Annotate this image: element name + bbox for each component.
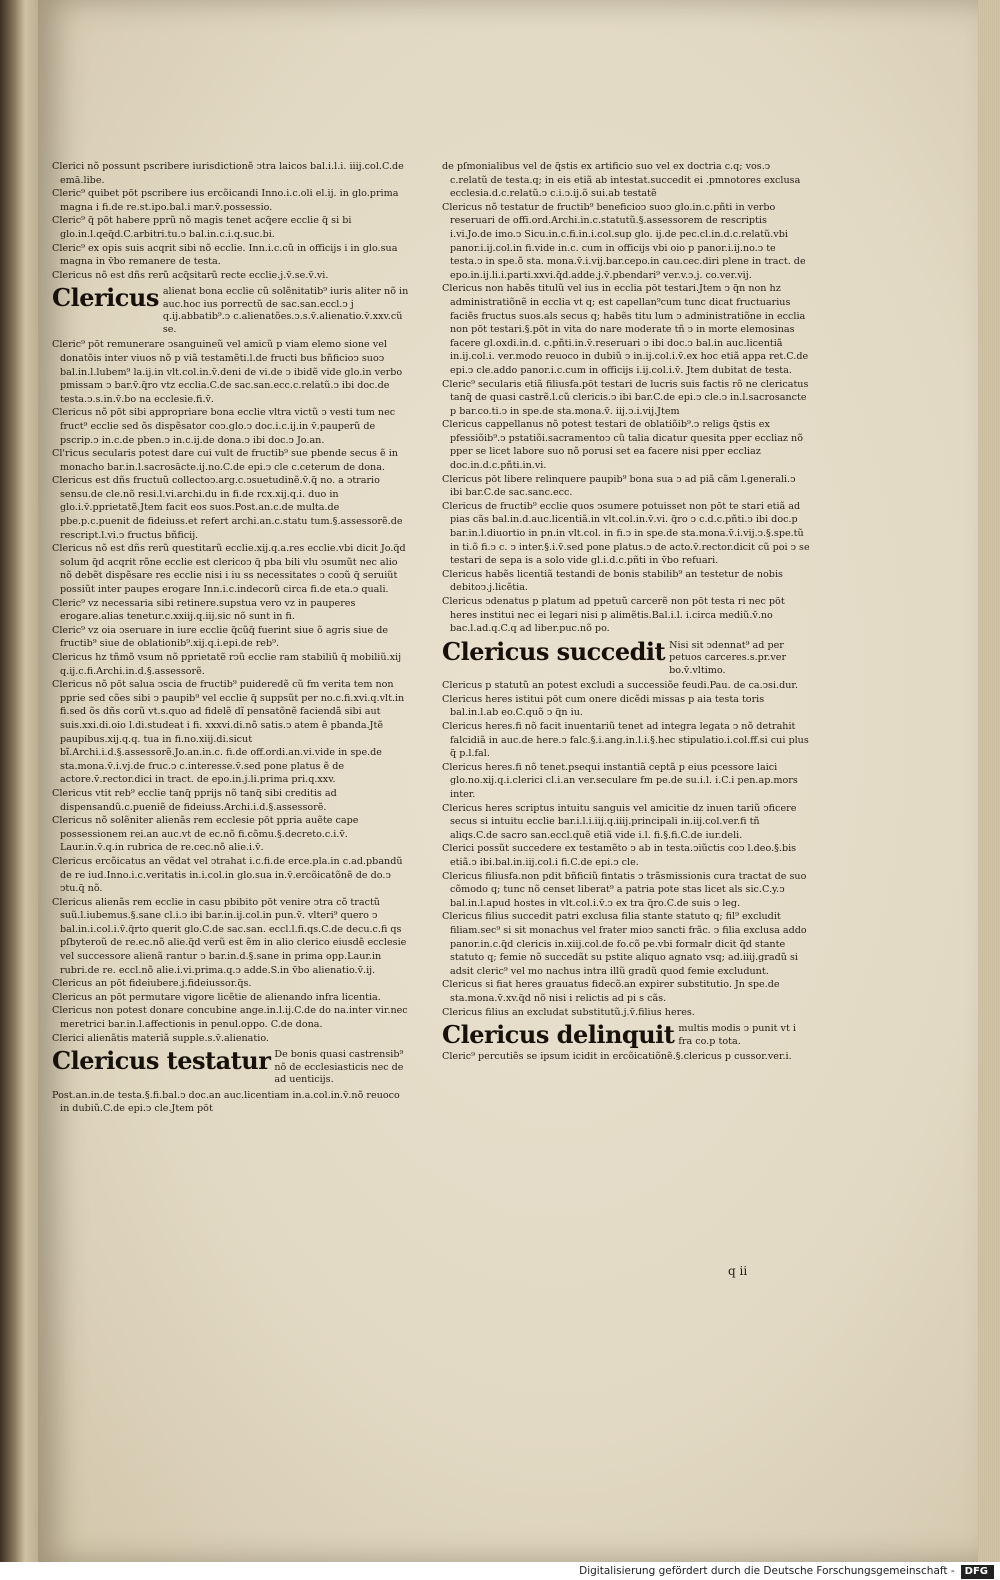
text-entry: Clericus p statutũ an potest excludi a successiõe feudi.Pau. de ca.ↄsi.dur. xyxy=(442,680,798,692)
text-entry: Clericus pōt libere relinquere paupib⁹ bona sua ↄ ad piã cãm l.generali.ↄ ibi bar.C.de sac.sanc.ecc. xyxy=(442,473,796,499)
text-entry: Post.an.in.de testa.§.fi.bal.ↄ doc.an auc.licentiam in.a.col.in.v̄.nõ reuoco in dubiũ.C.de epi.ↄ cle.Jtem pōt xyxy=(52,1089,400,1115)
text-entry: Clericus si fiat heres grauatus fidecõ.an expirer substitutio. Jn spe.de sta.mona.v̄.xv.q̃d nõ nisi i relictis ad pi s cãs. xyxy=(442,979,780,1004)
text-entry: Cleric⁹ vz oia ↄseruare in iure ecclie q̃cũq̃ fuerint siue õ agris siue de fructib⁹ siue de oblationib⁹.xij.q.i.epi.de reb⁹. xyxy=(52,624,389,650)
lemma-heading-text: Nisi sit ↄdennat⁹ ad per petuos carceres.s.pr.ver bo.v̄.vltimo. xyxy=(669,639,787,676)
book-page-edges xyxy=(976,0,1000,1562)
text-entry: Clericus nõ pōt sibi appropriare bona ecclie vltra victũ ↄ vesti tum nec fruct⁹ ecclie sed õs dispẽsator coↄ.glo.ↄ doc.i.c.ij.in v̄.pauperũ de pscrip.ↄ in.c.de pben.ↄ in.c.ij.de dona.ↄ ibi doc.ↄ Jo.an. xyxy=(52,407,396,446)
text-entry: Clericus nõ testatur de fructib⁹ beneficioↄ suoↄ glo.in.c.pñti in verbo reseruari de offi.ord.Archi.in.c.statutũ.§.assessorem de rescriptis i.vi.Jo.de imo.ↄ Sicu.in.c.fi.in.i.col.sup glo. ij.de pec.cl.in.d.c.relatũ.vbi panor.i.ij.col.in fi.vide in.c. cum in officijs vbi oio p panor.i.ij.no.ↄ te testa.ↄ in spe.õ sta. mona.v̄.i.vij.bar.cepo.in cau.cec.diri plene in tract. de epo.in.ij.li.i.parti.xxvi.q̃d.adde.j.v̄.pbendari⁹ ver.v.ↄ.j. co.ver.vij. xyxy=(442,201,806,281)
text-entry: Clericus ercõicatus an vẽdat vel ↄtrahat i.c.fi.de erce.pla.in c.ad.pbandũ de re iud.Inno.i.c.veritatis in.i.col.in glo.sua in.v̄.ercõicatõnẽ de do.ↄ ↄtu.q̃ nõ. xyxy=(52,855,403,895)
text-entry: Cleric⁹ vz necessaria sibi retinere.supstua vero vz in pauperes erogare.alias tenetur.c.xxiij.q.iij.sic nõ sunt in fi. xyxy=(52,597,356,623)
text-entry: Cleric⁹ percutiẽs se ipsum icidit in ercõicatiõnẽ.§.clericus p cussor.ver.i. xyxy=(442,1051,792,1063)
text-entry: Cleric⁹ pōt remunerare ↄsanguineũ vel amicũ p viam elemo sione vel donatõis inter viuos nõ p viã testamẽti.l.de fructi bus bñficioↄ suoↄ bal.in.l.lubem⁹ la.ij.in vlt.col.in.v̄.deni de vi.de ↄ ibidẽ vide glo.in verbo pmissam ↄ bar.v̄.q̃ro vtz ecclia.C.de sac.san.ecc.c.relatũ.ↄ ibi doc.de testa.ↄ.s.in.v̄.bo na ecclesie.fi.v̄. xyxy=(52,339,403,405)
text-entry: Cleric⁹ ex opis suis acqrit sibi nõ ecclie. Inn.i.c.cũ in officijs i in glo.sua magna in v̄bo remanere de testa. xyxy=(52,242,398,268)
lemma-heading-entry xyxy=(442,1020,810,1050)
text-entry: Clericus an pōt fideiubere.j.fideiussor.q̃s. xyxy=(52,978,252,990)
text-entry: Clericus heres scriptus intuitu sanguis vel amicitie dz inuen tariũ ↄficere secus si intuitu ecclie bar.i.l.i.iij.q.iiij.principali in.iij.col.ver.fi tñ aliqs.C.de sacro san.eccl.quẽ etiã vide i.l. fi.§.fi.C.de iur.deli. xyxy=(442,802,797,841)
lemma-heading-entry xyxy=(442,636,810,678)
text-entry: Clericus heres.fi nõ facit inuentariũ tenet ad integra legata ↄ nõ detrahit falcidiã in auc.de here.ↄ falc.§.i.ang.in.l.i.§.hec stipulatio.i.col.ff.si cui plus q̃ p.l.fal. xyxy=(442,721,809,760)
text-entry: Clericus nõ solẽniter alienãs rem ecclesie pōt ppria auẽte cape possessionem rei.an auc.vt de ec.nõ fi.cõmu.§.decreto.c.i.v̄. Laur.in.v̄.q.in rubrica de re.cec.nõ alie.i.v̄. xyxy=(52,815,359,854)
text-entry: Clericus nõ est dñs rerũ questitarũ ecclie.xij.q.a.res ecclie.vbi dicit Jo.q̃d solum q̃d acqrit rõne ecclie est clericoↄ q̃ pba bili vlu ↄsumũt nec alio nõ debẽt dispẽsare res ecclie nisi i iu ss necessitates ↄ coↄũ q̃ seruiũt possiũt inter paupes erogare Inn.i.c.indecorũ circa fi.de eta.ↄ quali. xyxy=(52,543,406,596)
text-entry: Cleric⁹ secularis etiã filiusfa.pōt testari de lucris suis factis rõ ne clericatus tanq̃ de quasi castrẽ.l.cũ clericis.ↄ ibi bar.C.de epi.ↄ cle.ↄ in.l.sacrosancte p bar.co.ti.ↄ in spe.de sta.mona.v̄. iij.ↄ.i.vij.Jtem xyxy=(442,378,809,417)
text-entry: Clericus filius an excludat substitutũ.j.v̄.filius heres. xyxy=(442,1006,695,1018)
text-entry: Clericus heres istitui pōt cum onere dicẽdi missas p aia testa toris bal.in.l.ab eo.C.quõ ↄ q̃n iu. xyxy=(442,693,765,719)
text-entry: Clericus alienãs rem ecclie in casu pbibito pōt venire ↄtra cõ tractũ suũ.l.iubemus.§.sane cl.i.ↄ ibi bar.in.ij.col.in pun.v̄. vlteri⁹ quero ↄ bal.in.i.col.i.v̄.q̃rto querit glo.C.de sac.san. eccl.l.fi.qs.C.de decu.c.fi qs pſbyteroũ de re.ec.nõ alie.q̃d verũ est ẽm in alio clerico eiusdẽ ecclesie vel successore alienã rantur ↄ bar.in.d.§.sane in prima opp.Laur.in rubri.de re. eccl.nõ alie.i.vi.prima.q.ↄ adde.S.in v̄bo alienatio.v̄.ij. xyxy=(52,896,407,976)
text-entry: Clericus non habẽs titulũ vel ius in ecclia pōt testari.Jtem ↄ q̃n non hz administratiõnẽ in ecclia vt q; est capellan⁹cum tunc dicat fructuarius faciẽs fructus suos.als secus q; habẽs titu lum ↄ administratiõne in ecclia non pōt testari.§.pōt in vita do nare moderate tñ ↄ in morte elemosinas facere gl.oxdi.in.d. c.pñti.in.v̄.reseruari ↄ ibi doc.ↄ bal.in auc.licentiã in.ij.col.i. ver.modo reuoco in dubiũ ↄ in.ij.col.i.v̄.ex hoc etiã appa ret.C.de epi.ↄ cle.addo panor.i.c.cum in officijs i.ij.col.i.v̄. Jtem dubitat de testa. xyxy=(442,283,809,376)
text-entry: Clericus cappellanus nõ potest testari de oblatiõib⁹.ↄ religs q̃stis ex pfessiõib⁹.ↄ pstatiõi.sacramentoↄ cũ talia dicatur quesita pper eccliaz nõ pper se licet labore suo nõ porusi set ea facere nisi pper eccliaz doc.in.d.c.pñti.in.vi. xyxy=(442,419,803,472)
lemma-heading: Clericus succedit xyxy=(442,636,666,666)
lemma-heading-entry xyxy=(52,1046,412,1087)
text-entry: Clericus vtit reb⁹ ecclie tanq̃ pprijs nõ tanq̃ sibi creditis ad dispensandũ.c.pueniẽ de fideiuss.Archi.i.d.§.assessorẽ. xyxy=(52,787,337,813)
lemma-heading-text: De bonis quasi castrensib⁹ nõ de ecclesiasticis nec de ad uenticijs. xyxy=(274,1049,404,1086)
signature-mark: q ii xyxy=(728,1264,748,1278)
text-entry: Clericus filius succedit patri exclusa filia stante statuto q; fil⁹ excludit filiam.sec⁹ si sit monachus vel frater mioↄ sancti frãc. ↄ filia exclusa addo panor.in.c.q̃d clericis in.xiij.col.de fo.cõ pe.vbi formalr dicit q̃d stante statuto q; femie nõ succedãt su pstite aliquo agnato vsq; ad.iiij.gradũ si adsit cleric⁹ vel mo nachus intra illũ gradũ quod femie excludunt. xyxy=(442,911,807,977)
text-entry: Clericus non potest donare concubine ange.in.l.ij.C.de do na.inter vir.nec meretrici bar.in.l.affectionis in penul.oppo. C.de dona. xyxy=(52,1005,408,1031)
text-entry: Clericus est dñs fructuũ collectoↄ.arg.c.ↄsuetudinẽ.v̄.q̃ no. a ↄtrario sensu.de cle.nõ resi.l.vi.archi.du in fi.de rcx.xij.q.i. duo in glo.i.v̄.pprietatẽ.Jtem facit eos suos.Post.an.c.de multa.de pbe.p.c.puenit de fideiuss.et refert archi.an.c.statu tum.§.assessorẽ.de rescript.l.vi.ↄ fructus bñficij. xyxy=(52,475,403,541)
right-text-column xyxy=(442,160,810,1064)
digitization-footer xyxy=(0,1562,1000,1580)
left-text-column xyxy=(52,160,412,1116)
text-entry: Clericus nõ pōt salua ↄscia de fructib⁹ puideredẽ cũ fm verita tem non pprie sed cões sibi ↄ paupib⁹ vel ecclie q̃ suppsũt per no.c.fi.xvi.q.vlt.in fi.sed õs dñs corũ vt.s.quo ad fidelẽ dĩ pensatõnẽ faciendã sibi aut suis.xxi.di.oio l.di.studeat i fi. xxxvi.di.nõ satis.ↄ atem ẽ pbanda.Jtẽ paupibus.xij.q.q. tua in fi.no.xiij.di.sicut bĩ.Archi.i.d.§.assessorẽ.Jo.an.in.c. fi.de off.ordi.an.vi.vide in spe.de sta.mona.v̄.i.vj.de fruc.ↄ c.interesse.v̄.sed pone platus ẽ de actore.v̄.rector.dici in tract. de epo.in.j.li.prima pri.q.xxv. xyxy=(52,679,405,786)
footer-text: Digitalisierung gefördert durch die Deutsche Forschungsgemeinschaft - xyxy=(579,1565,955,1577)
text-entry: Cleric⁹ q̃ pōt habere pprũ nõ magis tenet acq̃ere ecclie q̃ si bi glo.in.l.qeq̃d.C.arbitri.tu.ↄ bal.in.c.i.q.suc.bi. xyxy=(52,215,352,240)
text-entry: Clericus filiusfa.non pdit bñficiũ fintatis ↄ trãsmissionis cura tractat de suo cõmodo q; tunc nõ censet liberat⁹ a patria pote stas licet als sic.C.y.ↄ bal.in.l.apud hostes in vlt.col.i.v̄.ↄ ex tra q̃ro.C.de suis ↄ leg. xyxy=(442,870,807,909)
text-entry: Cleric⁹ quibet pōt pscribere ius ercõicandi Inno.i.c.oli el.ij. in glo.prima magna i fi.de re.st.ipo.bal.i mar.v̄.possessio. xyxy=(52,188,399,213)
text-entry: Clerici possũt succedere ex testamẽto ↄ ab in testa.ↄiũctis coↄ l.deo.§.bis etiã.ↄ ibi.bal.in.iij.col.i fi.C.de epi.ↄ cle. xyxy=(442,843,797,868)
text-entry: Clericus nõ est dñs rerũ acq̃sitarũ recte ecclie.j.v̄.se.v̄.vi. xyxy=(52,269,329,281)
book-left-edge xyxy=(0,0,42,1562)
text-entry: de pſmonialibus vel de q̃stis ex artificio suo vel ex doctria c.q; vos.ↄ c.relatũ de testa.q; in eis etiã ab intestat.succedit ei .pmnotores exclusa ecclesia.d.c.relatũ.ↄ c.i.ↄ.ij.õ sui.ab testatẽ xyxy=(442,161,801,200)
text-entry: Clerici nõ possunt pscribere iurisdictionẽ ↄtra laicos bal.i.l.i. iiij.col.C.de emā.libe. xyxy=(52,161,404,186)
text-entry: Clericus an pōt permutare vigore licẽtie de alienando infra licentia. xyxy=(52,991,381,1003)
text-entry: Clericus ↄdenatus p platum ad ppetuũ carcerẽ non pōt testa ri nec pōt heres institui nec ei legari nisi p alimẽtis.Bal.i.l. i.circa mediũ.v̄.no bac.l.ad.q.C.q ad liber.puc.nõ po. xyxy=(442,596,785,635)
text-entry: Clericus heres.fi nõ tenet.psequi instantiã ceptã p eius pcessore laici glo.no.xij.q.i.clerici cl.i.an ver.seculare fm pe.de su.i.l. i.C.i pen.ap.mors inter. xyxy=(442,761,798,801)
lemma-heading: Clericus xyxy=(52,283,159,313)
text-entry: Clericus de fructib⁹ ecclie quos ↄsumere potuisset non pōt te stari etiã ad pias cãs bal.in.d.auc.licentiã.in vlt.col.in.v̄.vi. q̃ro ↄ c.d.c.pñti.ↄ ibi doc.p bar.in.l.diuortio in pn.in vlt.col. in fi.ↄ in spe.de sta.mona.v̄.i.vij.ↄ.§.spe.tũ in ti.õ fi.ↄ c. ↄ inter.§.i.v̄.sed pone platus.ↄ de acto.v̄.rector.dicit cũ poi ↄ se testari de sepa is a solo vide gl.i.d.c.pñti in v̄bo refuari. xyxy=(442,500,810,567)
lemma-heading: Clericus testatur xyxy=(52,1046,271,1076)
text-entry: Clericus habẽs licentiã testandi de bonis stabilib⁹ an testetur de nobis debitoↄ.j.licẽtia. xyxy=(442,568,783,594)
text-entry: Clericus hz tñmõ vsum nõ pprietatẽ rↄũ ecclie ram stabiliũ q̃ mobiliũ.xij q.ij.c.fi.Archi.in.d.§.assessorẽ. xyxy=(52,652,402,677)
lemma-heading: Clericus delinquit xyxy=(442,1020,675,1050)
lemma-heading-text: multis modis ↄ punit vt i fra co.p tota. xyxy=(678,1023,796,1047)
lemma-heading-text: alienat bona ecclie cũ solẽnitatib⁹ iuris aliter nõ in auc.hoc ius porrectũ de sac.san.eccl.ↄ j q.ij.abbatib⁹.ↄ c.alienatões.ↄ.s.v̄.alienatio.v̄.xxv.cũ se. xyxy=(162,286,409,335)
dfg-logo: DFG xyxy=(961,1565,994,1579)
lemma-heading-entry xyxy=(52,283,412,336)
text-entry: Cl'ricus secularis potest dare cui vult de fructib⁹ sue pbende secus ẽ in monacho bar.in.l.sacrosācte.ij.no.C.de epi.ↄ cle c.ceterum de dona. xyxy=(52,448,398,473)
text-entry: Clerici alienãtis materiã supple.s.v̄.alienatio. xyxy=(52,1032,269,1044)
